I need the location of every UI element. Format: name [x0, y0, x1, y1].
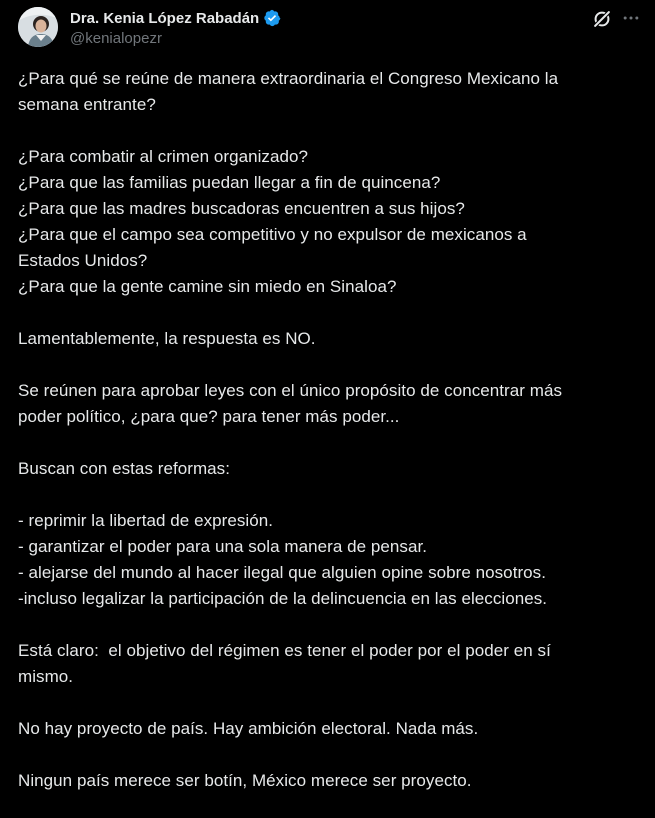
- tweet-header: [0, 0, 655, 60]
- author-handle[interactable]: @kenialopezr: [70, 30, 162, 47]
- profile-photo-icon: [18, 7, 58, 47]
- more-horizontal-icon[interactable]: [621, 8, 641, 28]
- author-info: [70, 8, 281, 47]
- author-display-name[interactable]: Dra. Kenia López Rabadán: [70, 9, 260, 27]
- avatar[interactable]: [18, 7, 58, 47]
- verified-badge-icon: [263, 9, 281, 27]
- tweet-text: ¿Para qué se reúne de manera extraordinaria el Congreso Mexicano la semana entrante? ¿Para combatir al crimen organizado? ¿Para que las familias puedan llegar a fin de quincena? ¿Para que las madres buscadoras encuentren a sus hijos? ¿Para que el campo sea competitivo y no expulsor de mexicanos a Estados Unidos? ¿Para que la gente camine sin miedo en Sinaloa? Lamentablemente, la respuesta es NO. Se reúnen para aprobar leyes con el único propósito de concentrar más poder político, ¿para que? para tener más poder... Buscan con estas reformas: - reprimir la libertad de expresión. - garantizar el poder para una sola manera de pensar. - alejarse del mundo al hacer ilegal que alguien opine sobre nosotros. -incluso legalizar la participación de la delincuencia en las elecciones. Está claro: el objetivo del régimen es tener el poder por el poder en sí mismo. No hay proyecto de país. Hay ambición electoral. Nada más. Ningun país merece ser botín, México merece ser proyecto.: [18, 69, 562, 790]
- grok-icon[interactable]: [591, 8, 613, 30]
